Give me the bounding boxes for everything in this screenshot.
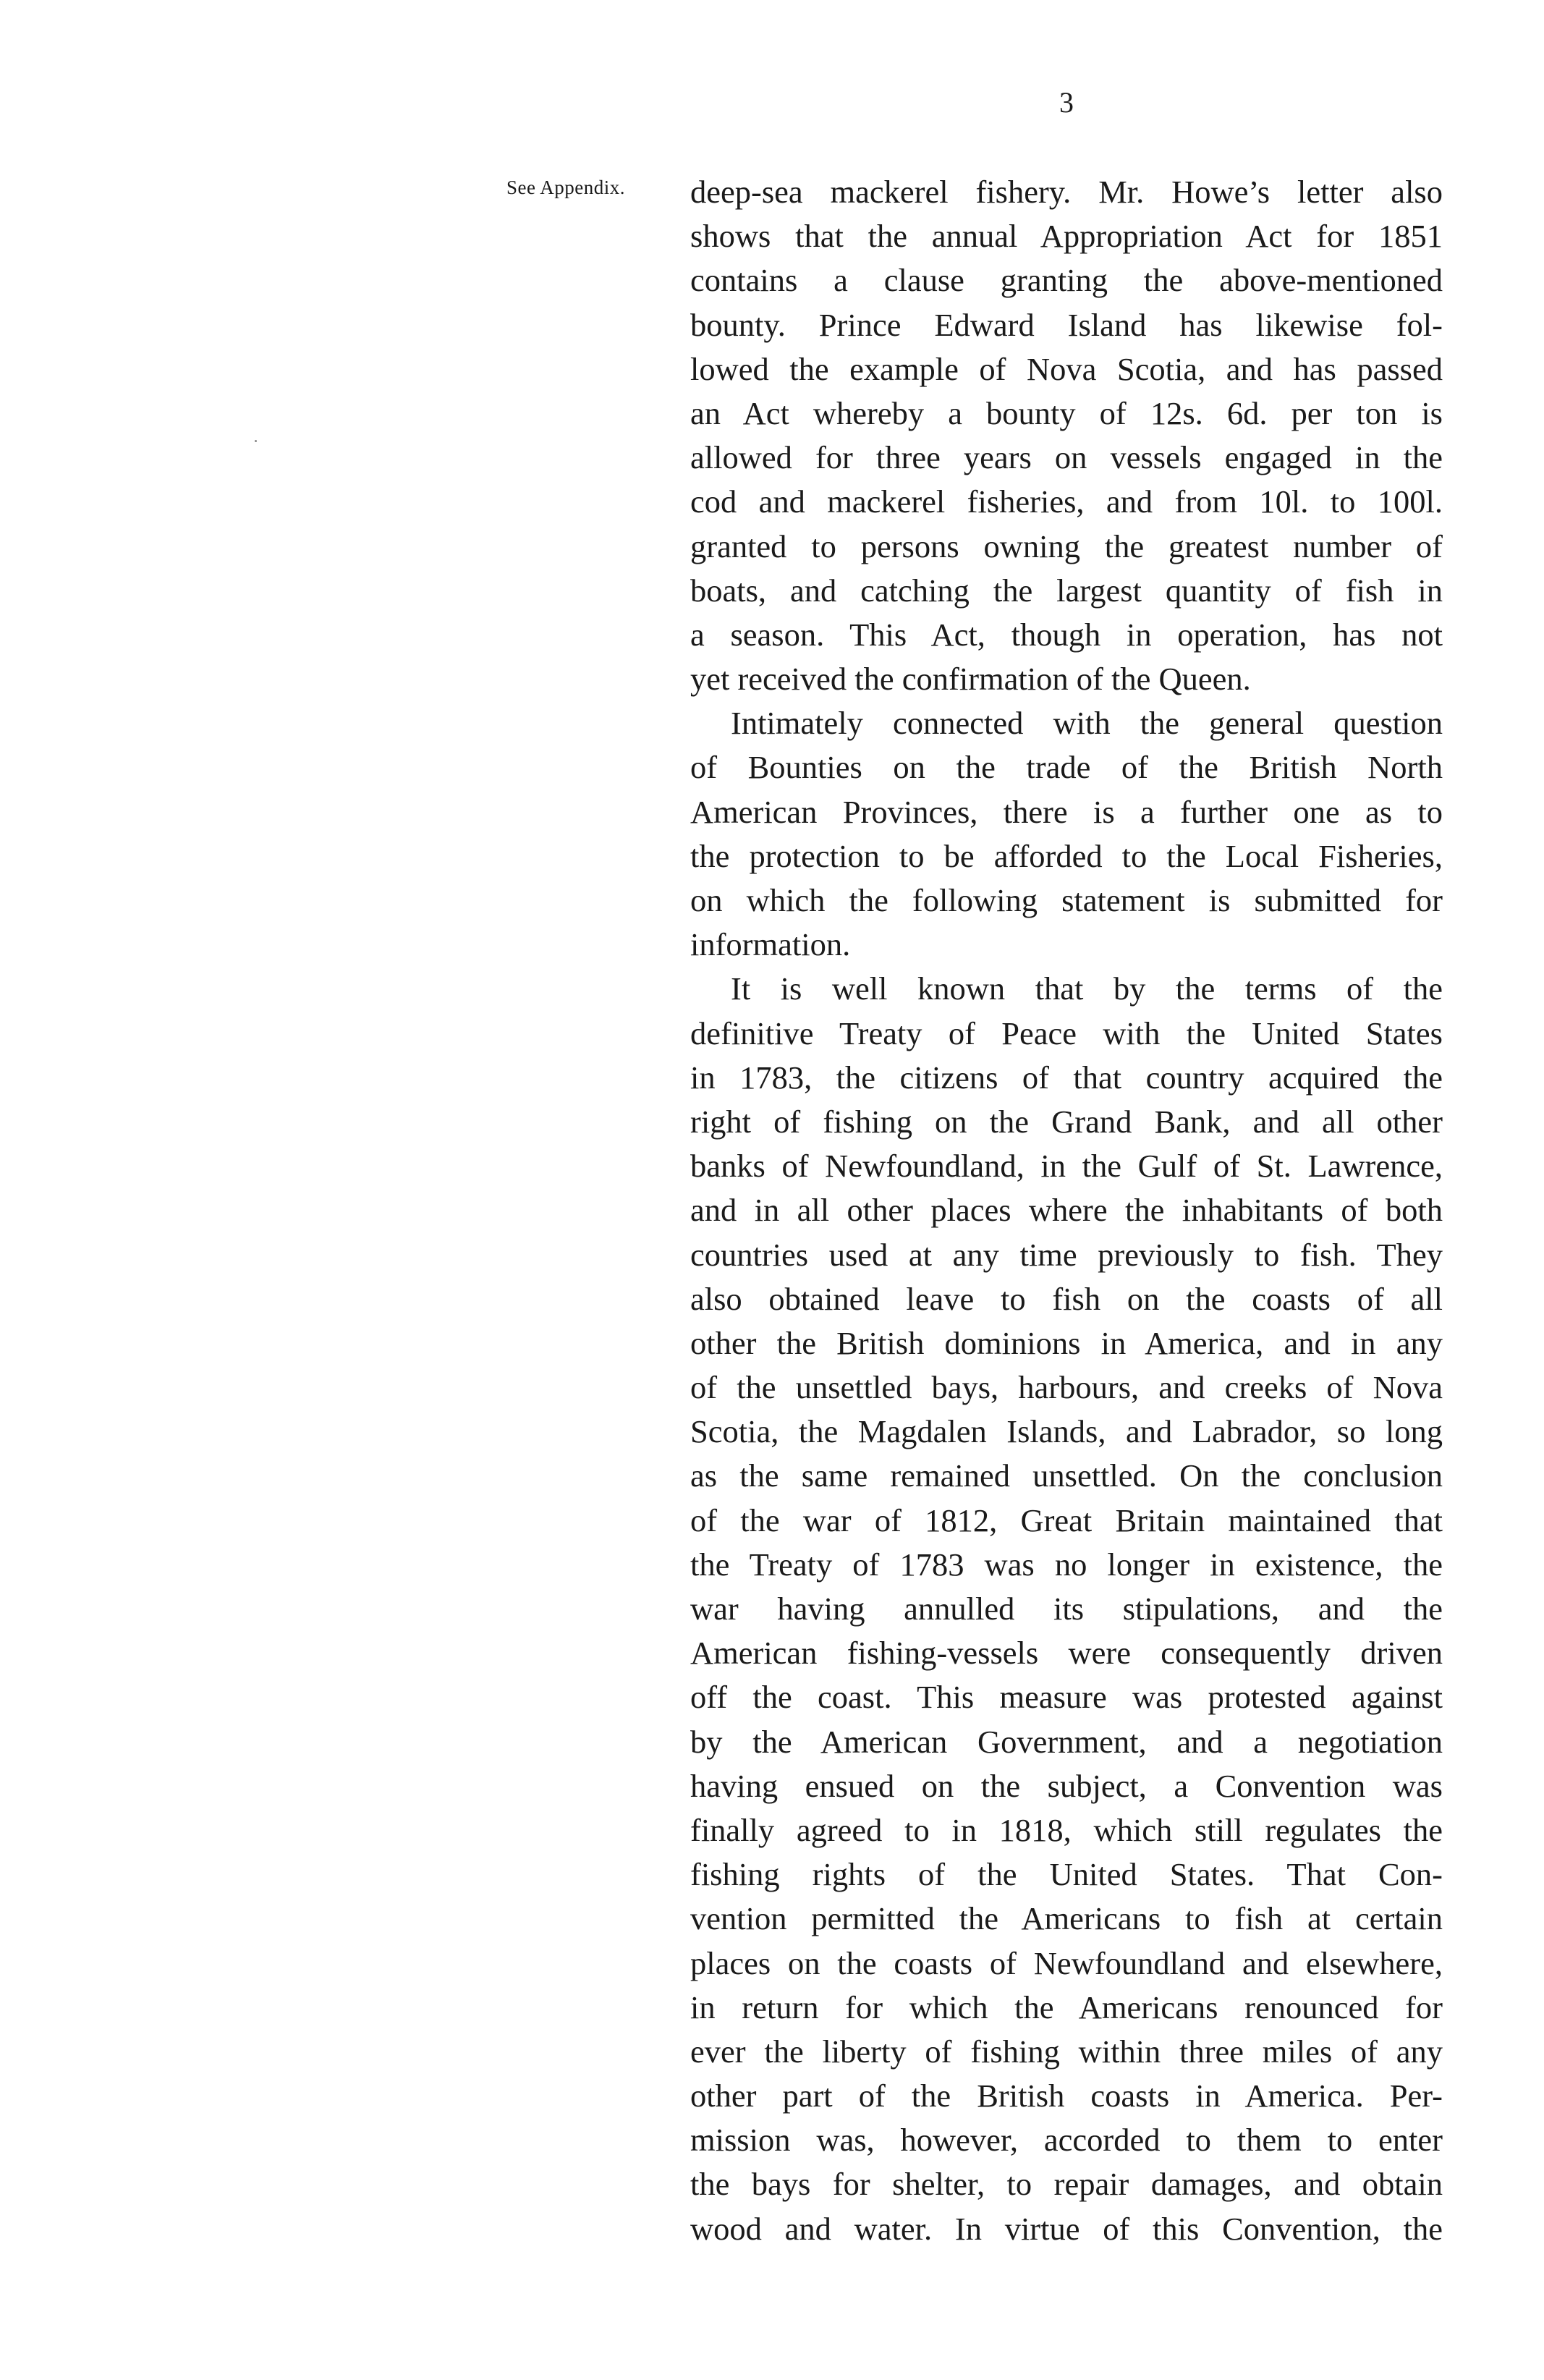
text-line: other the British dominions in America, and in any bbox=[690, 1324, 1443, 1361]
text-line: the Treaty of 1783 was no longer in existence, the bbox=[690, 1546, 1443, 1583]
text-line: the bays for shelter, to repair damages, and obtain bbox=[690, 2166, 1443, 2203]
text-line: off the coast. This measure was protested against bbox=[690, 1679, 1443, 1716]
text-line: lowed the example of Nova Scotia, and has passed bbox=[690, 350, 1443, 387]
text-line: fishing rights of the United States. That Con- bbox=[690, 1856, 1443, 1893]
text-line: as the same remained unsettled. On the conclusion bbox=[690, 1457, 1443, 1494]
text-line: the protection to be afforded to the Local Fisheries, bbox=[690, 837, 1443, 874]
text-line: war having annulled its stipulations, and the bbox=[690, 1591, 1443, 1627]
text-line: of the unsettled bays, harbours, and creeks of Nova bbox=[690, 1369, 1443, 1406]
margin-note: See Appendix. bbox=[506, 177, 625, 198]
text-line: bounty. Prince Edward Island has likewise fol- bbox=[690, 306, 1443, 343]
text-line: of Bounties on the trade of the British North bbox=[690, 749, 1443, 786]
body-text bbox=[690, 170, 1443, 2251]
text-line: cod and mackerel fisheries, and from 10l. to 100l. bbox=[690, 483, 1443, 520]
text-line: on which the following statement is submitted for bbox=[690, 882, 1443, 918]
text-line: and in all other places where the inhabitants of both bbox=[690, 1192, 1443, 1229]
text-line: American fishing-vessels were consequently driven bbox=[690, 1635, 1443, 1672]
text-line: It is well known that by the terms of the bbox=[731, 970, 1443, 1007]
text-line: information. bbox=[690, 926, 851, 963]
text-line: an Act whereby a bounty of 12s. 6d. per ton is bbox=[690, 394, 1443, 431]
text-line: ever the liberty of fishing within three miles of any bbox=[690, 2033, 1443, 2070]
text-line: other part of the British coasts in America. Per- bbox=[690, 2078, 1443, 2114]
stray-mark bbox=[255, 440, 257, 442]
text-line: places on the coasts of Newfoundland and elsewhere, bbox=[690, 1944, 1443, 1981]
text-line: mission was, however, accorded to them to enter bbox=[690, 2122, 1443, 2159]
text-line: banks of Newfoundland, in the Gulf of St. Lawrence, bbox=[690, 1148, 1443, 1185]
text-line: countries used at any time previously to fish. They bbox=[690, 1236, 1443, 1273]
text-line: also obtained leave to fish on the coasts of all bbox=[690, 1280, 1443, 1317]
text-line: in return for which the Americans renounced for bbox=[690, 1989, 1443, 2025]
text-line: a season. This Act, though in operation, has not bbox=[690, 616, 1443, 653]
text-line: shows that the annual Appropriation Act for 1851 bbox=[690, 218, 1443, 255]
text-line: deep-sea mackerel fishery. Mr. Howe’s letter also bbox=[690, 174, 1443, 210]
text-line: vention permitted the Americans to fish at certain bbox=[690, 1900, 1443, 1937]
text-line: granted to persons owning the greatest number of bbox=[690, 528, 1443, 564]
text-line: in 1783, the citizens of that country acquired the bbox=[690, 1059, 1443, 1096]
text-line: American Provinces, there is a further one as to bbox=[690, 793, 1443, 830]
text-line: boats, and catching the largest quantity of fish in bbox=[690, 572, 1443, 609]
text-line: contains a clause granting the above-mentioned bbox=[690, 262, 1443, 299]
text-line: of the war of 1812, Great Britain maintained that bbox=[690, 1502, 1443, 1538]
text-line: allowed for three years on vessels engaged in the bbox=[690, 439, 1443, 476]
page-number: 3 bbox=[1059, 86, 1074, 119]
text-line: finally agreed to in 1818, which still regulates the bbox=[690, 1811, 1443, 1848]
text-line: by the American Government, and a negotiation bbox=[690, 1723, 1443, 1760]
text-line: right of fishing on the Grand Bank, and all other bbox=[690, 1103, 1443, 1140]
text-line: yet received the confirmation of the Queen. bbox=[690, 661, 1251, 698]
text-line: definitive Treaty of Peace with the United States bbox=[690, 1015, 1443, 1051]
text-line: Scotia, the Magdalen Islands, and Labrador, so long bbox=[690, 1413, 1443, 1450]
text-line: having ensued on the subject, a Convention was bbox=[690, 1767, 1443, 1804]
text-line: wood and water. In virtue of this Convention, the bbox=[690, 2210, 1443, 2247]
text-line: Intimately connected with the general question bbox=[731, 705, 1443, 742]
